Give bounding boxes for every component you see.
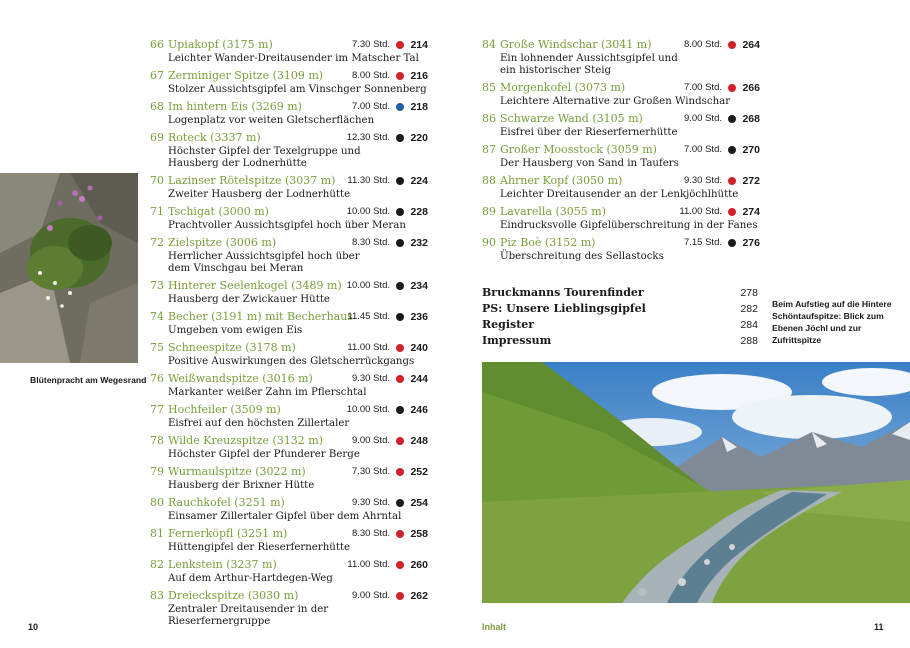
- tour-number: 79: [150, 465, 164, 478]
- tour-description: [168, 510, 428, 523]
- page-reference: 270: [742, 144, 760, 156]
- peak-name: Upiakopf (3175 m): [168, 38, 273, 51]
- tour-description-line: Ein lohnender Aussichtsgipfel und: [500, 53, 678, 64]
- tour-description-line: Leichter Dreitausender an der Lenkjöchlhütte: [500, 189, 739, 200]
- tour-duration: 7.00 Std.: [351, 101, 390, 112]
- toc-entry-head: [482, 112, 760, 126]
- tour-duration: 9.30 Std.: [351, 373, 390, 384]
- difficulty-dot-icon: [728, 208, 736, 216]
- tour-number: 70: [150, 174, 164, 187]
- toc-entry[interactable]: [150, 434, 428, 461]
- peak-name: Großer Moosstock (3059 m): [500, 143, 657, 156]
- toc-entry-head: [150, 69, 428, 83]
- page-reference: 246: [410, 404, 428, 416]
- toc-entry[interactable]: [482, 81, 760, 108]
- page-number-right: 11: [874, 622, 884, 632]
- page-reference: 228: [410, 206, 428, 218]
- tour-number: 74: [150, 310, 164, 323]
- tour-description-line: Einsamer Zillertaler Gipfel über dem Ahrntal: [168, 511, 402, 522]
- difficulty-dot-icon: [728, 177, 736, 185]
- tour-duration: 9.00 Std.: [351, 590, 390, 601]
- page-reference: 216: [410, 70, 428, 82]
- toc-entry[interactable]: [150, 310, 428, 337]
- page-reference: 248: [410, 435, 428, 447]
- tour-number: 83: [150, 589, 164, 602]
- tour-number: 87: [482, 143, 496, 156]
- tour-description: [168, 572, 428, 585]
- toc-entry-head: [150, 310, 428, 324]
- tour-description-line: Zweiter Hausberg der Lodnerhütte: [168, 189, 351, 200]
- tour-description-line: Hüttengipfel der Rieserfernerhütte: [168, 542, 351, 553]
- tour-number: 69: [150, 131, 164, 144]
- tour-duration: 9.30 Std.: [683, 175, 722, 186]
- difficulty-dot-icon: [728, 146, 736, 154]
- section-page: 288: [740, 335, 758, 347]
- section-label: PS: Unsere Lieblingsgipfel: [482, 302, 646, 315]
- toc-entry-head: [482, 81, 760, 95]
- tour-duration: 9.30 Std.: [351, 497, 390, 508]
- tour-description: [500, 126, 760, 139]
- section-link-bruckmanns-tourenfinder[interactable]: [482, 285, 758, 301]
- toc-entry-head: [482, 236, 760, 250]
- tour-duration: 7.00 Std.: [683, 144, 722, 155]
- difficulty-dot-icon: [396, 208, 404, 216]
- page-reference: 234: [410, 280, 428, 292]
- toc-entry[interactable]: [150, 341, 428, 368]
- toc-entry[interactable]: [150, 589, 428, 628]
- peak-name: Lenkstein (3237 m): [168, 558, 277, 571]
- page-number-left: 10: [28, 622, 39, 632]
- tour-number: 71: [150, 205, 164, 218]
- tour-description-line: Umgeben vom ewigen Eis: [168, 325, 303, 336]
- tour-duration: 7.15 Std.: [683, 237, 722, 248]
- tour-duration: 7.30 Std.: [351, 39, 390, 50]
- page-reference: 254: [410, 497, 428, 509]
- difficulty-dot-icon: [728, 239, 736, 247]
- tour-number: 73: [150, 279, 164, 292]
- page-reference: 236: [410, 311, 428, 323]
- toc-entry-head: [150, 465, 428, 479]
- caption-flowers: Blütenpracht am Wegesrand: [30, 375, 147, 385]
- peak-name: Wilde Kreuzspitze (3132 m): [168, 434, 323, 447]
- tour-description-line: dem Vinschgau bei Meran: [168, 263, 304, 274]
- tour-description: [168, 324, 428, 337]
- page-reference: 268: [742, 113, 760, 125]
- tour-description: [168, 293, 428, 306]
- toc-entry[interactable]: [150, 403, 428, 430]
- difficulty-dot-icon: [396, 282, 404, 290]
- page-reference: 220: [410, 132, 428, 144]
- page-reference: 232: [410, 237, 428, 249]
- tour-duration: 8.30 Std.: [351, 528, 390, 539]
- page-reference: 214: [410, 39, 428, 51]
- tour-description-line: Markanter weißer Zahn im Pflerschtal: [168, 387, 367, 398]
- toc-entry[interactable]: [482, 38, 760, 77]
- page-reference: 218: [410, 101, 428, 113]
- toc-entry[interactable]: [150, 100, 428, 127]
- page-reference: 274: [742, 206, 760, 218]
- tour-duration: 12.30 Std.: [346, 132, 390, 143]
- tour-description: [168, 479, 428, 492]
- difficulty-dot-icon: [396, 177, 404, 185]
- toc-entry-head: [150, 131, 428, 145]
- tour-number: 77: [150, 403, 164, 416]
- peak-name: Weißwandspitze (3016 m): [168, 372, 313, 385]
- tour-description: [500, 219, 760, 232]
- peak-name: Im hintern Eis (3269 m): [168, 100, 302, 113]
- peak-name: Schwarze Wand (3105 m): [500, 112, 643, 125]
- tour-description: [500, 52, 760, 77]
- tour-description-line: Positive Auswirkungen des Gletscherrückgangs: [168, 356, 415, 367]
- difficulty-dot-icon: [396, 134, 404, 142]
- tour-duration: 10.00 Std.: [346, 206, 390, 217]
- tour-number: 66: [150, 38, 164, 51]
- tour-description-line: Leichtere Alternative zur Großen Windschar: [500, 96, 731, 107]
- page-reference: 258: [410, 528, 428, 540]
- tour-description-line: Hausberg der Zwickauer Hütte: [168, 294, 330, 305]
- peak-name: Hinterer Seelenkogel (3489 m): [168, 279, 342, 292]
- tour-duration: 11.45 Std.: [347, 311, 390, 322]
- toc-entry[interactable]: [482, 205, 760, 232]
- toc-entry[interactable]: [150, 372, 428, 399]
- tour-description-line: Logenplatz vor weiten Gletscherflächen: [168, 115, 375, 126]
- toc-entry-head: [150, 403, 428, 417]
- toc-entry-head: [150, 205, 428, 219]
- toc-entry-head: [482, 38, 760, 52]
- tour-description-line: Eindrucksvolle Gipfelüberschreitung in der Fanes: [500, 220, 758, 231]
- tour-description-line: Herrlicher Aussichtsgipfel hoch über: [168, 251, 360, 262]
- difficulty-dot-icon: [396, 437, 404, 445]
- page-reference: 272: [742, 175, 760, 187]
- peak-name: Roteck (3337 m): [168, 131, 261, 144]
- tour-description-line: Überschreitung des Sellastocks: [500, 251, 664, 262]
- tour-number: 84: [482, 38, 496, 51]
- peak-name: Becher (3191 m) mit Becherhaus: [168, 310, 353, 323]
- caption-valley: Beim Aufstieg auf die Hintere Schöntaufspitze: Blick zum Ebenen Jöchl und zur Zufrittspitze: [772, 299, 892, 345]
- tour-number: 72: [150, 236, 164, 249]
- peak-name: Wurmaulspitze (3022 m): [168, 465, 306, 478]
- difficulty-dot-icon: [396, 313, 404, 321]
- difficulty-dot-icon: [728, 115, 736, 123]
- section-label: Register: [482, 318, 535, 331]
- peak-name: Fernerköpfl (3251 m): [168, 527, 288, 540]
- tour-description: [168, 219, 428, 232]
- valley-image: [482, 362, 910, 603]
- tour-duration: 7.00 Std.: [683, 82, 722, 93]
- page-reference: 264: [742, 39, 760, 51]
- difficulty-dot-icon: [396, 406, 404, 414]
- toc-entry[interactable]: [150, 496, 428, 523]
- toc-entry[interactable]: [150, 279, 428, 306]
- tour-description: [168, 448, 428, 461]
- tour-duration: 11.00 Std.: [679, 206, 722, 217]
- tour-number: 82: [150, 558, 164, 571]
- difficulty-dot-icon: [396, 375, 404, 383]
- toc-entry[interactable]: [150, 69, 428, 96]
- toc-entry[interactable]: [150, 558, 428, 585]
- difficulty-dot-icon: [728, 84, 736, 92]
- toc-entry-head: [482, 174, 760, 188]
- difficulty-dot-icon: [396, 239, 404, 247]
- tour-description-line: Stolzer Aussichtsgipfel am Vinschger Sonnenberg: [168, 84, 427, 95]
- difficulty-dot-icon: [728, 41, 736, 49]
- toc-entry[interactable]: [150, 465, 428, 492]
- tour-duration: 7.30 Std.: [351, 466, 390, 477]
- difficulty-dot-icon: [396, 561, 404, 569]
- tour-duration: 8.00 Std.: [351, 70, 390, 81]
- tour-description-line: Höchster Gipfel der Pfunderer Berge: [168, 449, 360, 460]
- peak-name: Tschigat (3000 m): [168, 205, 269, 218]
- tour-description-line: Der Hausberg von Sand in Taufers: [500, 158, 679, 169]
- tour-number: 89: [482, 205, 496, 218]
- tour-description-line: Zentraler Dreitausender in der Rieserfernergruppe: [168, 604, 329, 627]
- peak-name: Rauchkofel (3251 m): [168, 496, 285, 509]
- toc-entry[interactable]: [150, 205, 428, 232]
- tour-description: [168, 114, 428, 127]
- toc-entry[interactable]: [150, 131, 428, 170]
- tour-description: [500, 188, 760, 201]
- tour-description-line: Eisfrei auf den höchsten Zillertaler: [168, 418, 350, 429]
- toc-entry-head: [482, 143, 760, 157]
- toc-entry[interactable]: [150, 38, 428, 65]
- tour-duration: 11.30 Std.: [347, 175, 390, 186]
- difficulty-dot-icon: [396, 103, 404, 111]
- peak-name: Morgenkofel (3073 m): [500, 81, 626, 94]
- difficulty-dot-icon: [396, 41, 404, 49]
- page-reference: 240: [410, 342, 428, 354]
- peak-name: Dreieckspitze (3030 m): [168, 589, 299, 602]
- tour-description: [168, 52, 428, 65]
- tour-description-line: Hausberg der Brixner Hütte: [168, 480, 315, 491]
- tour-duration: 8.30 Std.: [351, 237, 390, 248]
- section-label: Bruckmanns Tourenfinder: [482, 286, 644, 299]
- page-reference: 266: [742, 82, 760, 94]
- page-reference: 224: [410, 175, 428, 187]
- tour-description-line: Auf dem Arthur-Hartdegen-Weg: [168, 573, 333, 584]
- toc-entry-head: [150, 589, 428, 603]
- difficulty-dot-icon: [396, 468, 404, 476]
- toc-entry[interactable]: [482, 236, 760, 263]
- page-reference: 260: [410, 559, 428, 571]
- tour-description: [500, 157, 760, 170]
- toc-entry[interactable]: [482, 112, 760, 139]
- tour-number: 75: [150, 341, 164, 354]
- tour-number: 67: [150, 69, 164, 82]
- tour-description: [500, 250, 760, 263]
- section-page: 278: [740, 287, 758, 299]
- toc-entry-head: [150, 434, 428, 448]
- toc-entry-head: [150, 527, 428, 541]
- valley-photo: [482, 362, 910, 603]
- tour-number: 80: [150, 496, 164, 509]
- tour-duration: 10.00 Std.: [346, 404, 390, 415]
- tour-number: 90: [482, 236, 496, 249]
- toc-entry-head: [150, 279, 428, 293]
- tour-number: 85: [482, 81, 496, 94]
- peak-name: Große Windschar (3041 m): [500, 38, 652, 51]
- tour-duration: 8.00 Std.: [683, 39, 722, 50]
- flowers-image: [0, 173, 138, 363]
- tour-description: [168, 417, 428, 430]
- tour-duration: 11.00 Std.: [347, 559, 390, 570]
- tour-description-line: Leichter Wander-Dreitausender im Matscher Tal: [168, 53, 419, 64]
- difficulty-dot-icon: [396, 530, 404, 538]
- section-page: 284: [740, 319, 758, 331]
- tour-number: 86: [482, 112, 496, 125]
- section-link-impressum[interactable]: [482, 333, 758, 349]
- tour-number: 78: [150, 434, 164, 447]
- peak-name: Zielspitze (3006 m): [168, 236, 277, 249]
- section-page: 282: [740, 303, 758, 315]
- tour-description: [168, 386, 428, 399]
- page-reference: 252: [410, 466, 428, 478]
- tour-duration: 9.00 Std.: [351, 435, 390, 446]
- toc-entry[interactable]: [482, 174, 760, 201]
- toc-entry[interactable]: [482, 143, 760, 170]
- difficulty-dot-icon: [396, 72, 404, 80]
- toc-entry-head: [150, 341, 428, 355]
- tour-description: [168, 83, 428, 96]
- toc-entry-head: [150, 558, 428, 572]
- tour-description-line: Prachtvoller Aussichtsgipfel hoch über Meran: [168, 220, 406, 231]
- tour-description-line: Hausberg der Lodnerhütte: [168, 158, 307, 169]
- tour-description-line: Eisfrei über der Rieserfernerhütte: [500, 127, 678, 138]
- toc-entry-head: [482, 205, 760, 219]
- peak-name: Piz Boè (3152 m): [500, 236, 596, 249]
- difficulty-dot-icon: [396, 592, 404, 600]
- section-link-register[interactable]: [482, 317, 758, 333]
- tour-duration: 9.00 Std.: [683, 113, 722, 124]
- flowers-photo: [0, 173, 138, 363]
- tour-description: [168, 188, 428, 201]
- peak-name: Zerminiger Spitze (3109 m): [168, 69, 324, 82]
- tour-description-line: Höchster Gipfel der Texelgruppe und: [168, 146, 361, 157]
- tour-number: 81: [150, 527, 164, 540]
- tour-number: 76: [150, 372, 164, 385]
- tour-description: [168, 603, 428, 628]
- tour-description: [168, 541, 428, 554]
- tour-description: [168, 355, 428, 368]
- peak-name: Lavarella (3055 m): [500, 205, 606, 218]
- toc-entry-head: [150, 372, 428, 386]
- toc-entry-head: [150, 174, 428, 188]
- toc-entry-head: [150, 496, 428, 510]
- page-reference: 244: [410, 373, 428, 385]
- tour-number: 68: [150, 100, 164, 113]
- tour-description: [500, 95, 760, 108]
- tour-duration: 10.00 Std.: [346, 280, 390, 291]
- tour-description: [168, 250, 428, 275]
- toc-entry[interactable]: [150, 174, 428, 201]
- toc-entry-head: [150, 38, 428, 52]
- section-label: Impressum: [482, 334, 552, 347]
- toc-entry[interactable]: [150, 236, 428, 275]
- peak-name: Hochfeiler (3509 m): [168, 403, 281, 416]
- difficulty-dot-icon: [396, 499, 404, 507]
- tour-description-line: ein historischer Steig: [500, 65, 612, 76]
- section-link-ps-unsere-lieblingsgipfel[interactable]: [482, 301, 758, 317]
- running-head: Inhalt: [482, 622, 506, 632]
- peak-name: Schneespitze (3178 m): [168, 341, 296, 354]
- peak-name: Lazinser Rötelspitze (3037 m): [168, 174, 336, 187]
- tour-description: [168, 145, 428, 170]
- toc-entry-head: [150, 236, 428, 250]
- toc-entry-head: [150, 100, 428, 114]
- page-reference: 262: [410, 590, 428, 602]
- toc-entry[interactable]: [150, 527, 428, 554]
- difficulty-dot-icon: [396, 344, 404, 352]
- page-reference: 276: [742, 237, 760, 249]
- tour-duration: 11.00 Std.: [347, 342, 390, 353]
- peak-name: Ahrner Kopf (3050 m): [500, 174, 623, 187]
- tour-number: 88: [482, 174, 496, 187]
